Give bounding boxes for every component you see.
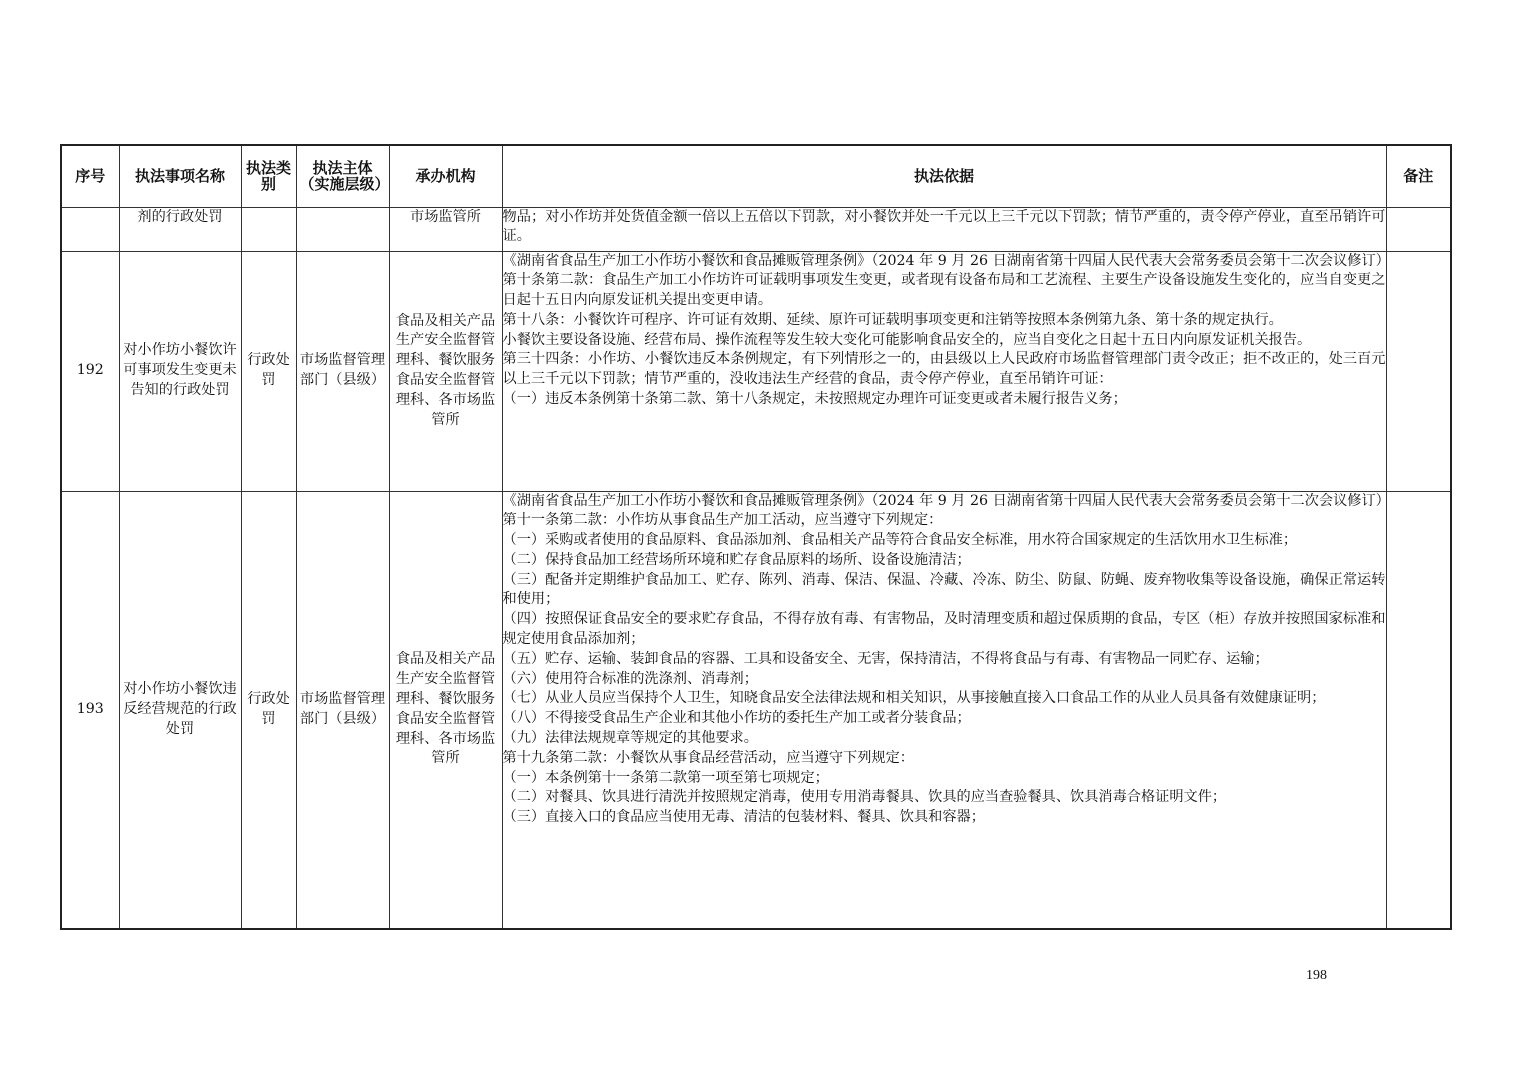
remark-cell (1386, 251, 1451, 491)
basis-paragraph: （四）按照保证食品安全的要求贮存食品，不得存放有毒、有害物品，及时清理变质和超过保质期的食品，专区（柜）存放并按照国家标准和规定使用食品添加剂； (502, 611, 1386, 648)
basis-cell (502, 207, 1386, 251)
basis-paragraph: 《湖南省食品生产加工小作坊小餐饮和食品摊贩管理条例》（2024 年 9 月 26 日湖南省第十四届人民代表大会常务委员会第十二次会议修订） (502, 492, 1390, 509)
header-category: 执法类别 (241, 145, 296, 207)
basis-paragraph: （二）对餐具、饮具进行清洗并按照规定消毒，使用专用消毒餐具、饮具的应当查验餐具、饮具消毒合格证明文件； (502, 789, 1227, 806)
basis-paragraph: （七）从业人员应当保持个人卫生，知晓食品安全法律法规和相关知识，从事接触直接入口食品工作的从业人员具备有效健康证明； (502, 690, 1326, 707)
subject-cell: 市场监督管理部门（县级） (296, 251, 389, 491)
subject-cell: 市场监督管理部门（县级） (296, 491, 389, 929)
basis-paragraph: （九）法律法规规章等规定的其他要求。 (502, 730, 758, 747)
org-cell: 食品及相关产品生产安全监督管理科、餐饮服务食品安全监督管理科、各市场监管所 (389, 491, 502, 929)
table-row (61, 207, 1451, 251)
org-cell: 市场监管所 (389, 207, 502, 251)
org-cell: 食品及相关产品生产安全监督管理科、餐饮服务食品安全监督管理科、各市场监管所 (389, 251, 502, 491)
basis-paragraph: （五）贮存、运输、装卸食品的容器、工具和设备安全、无害，保持清洁，不得将食品与有毒、有害物品一同贮存、运输； (502, 650, 1269, 667)
header-subject: 执法主体（实施层级） (296, 145, 389, 207)
basis-paragraph: （三）配备并定期维护食品加工、贮存、陈列、消毒、保洁、保温、冷藏、冷冻、防尘、防鼠、防蝇、废弃物收集等设备设施，确保正常运转和使用； (502, 571, 1386, 608)
basis-paragraph: 第十八条：小餐饮许可程序、许可证有效期、延续、原许可证载明事项变更和注销等按照本条例第九条、第十条的规定执行。 (502, 311, 1283, 328)
basis-cell (502, 251, 1390, 491)
header-org: 承办机构 (389, 145, 502, 207)
basis-paragraph: 第三十四条：小作坊、小餐饮违反本条例规定，有下列情形之一的，由县级以上人民政府市场监督管理部门责令改正；拒不改正的，处三百元以上三千元以下罚款；情节严重的，没收违法生产经营的食品，责令停产停业，直至吊销许可证： (502, 351, 1386, 388)
seq-cell (61, 207, 119, 251)
basis-paragraph: （二）保持食品加工经营场所环境和贮存食品原料的场所、设备设施清洁； (502, 551, 971, 568)
page-number: 198 (1306, 968, 1327, 983)
remark-cell (1386, 491, 1451, 929)
item-name-cell: 剂的行政处罚 (119, 207, 241, 251)
header-remark: 备注 (1386, 145, 1451, 207)
seq-cell: 192 (61, 251, 119, 491)
category-cell: 行政处罚 (241, 491, 296, 929)
item-name-cell: 对小作坊小餐饮违反经营规范的行政处罚 (119, 491, 241, 929)
header-item-name: 执法事项名称 (119, 145, 241, 207)
header-seq: 序号 (61, 145, 119, 207)
category-cell: 行政处罚 (241, 251, 296, 491)
header-basis: 执法依据 (502, 145, 1386, 207)
basis-cell (502, 491, 1390, 929)
basis-paragraph: 第十条第二款：食品生产加工小作坊许可证载明事项发生变更，或者现有设备布局和工艺流程、主要生产设备设施发生变化的，应当自变更之日起十五日内向原发证机关提出变更申请。 (502, 272, 1386, 309)
subject-cell (296, 207, 389, 251)
basis-paragraph: 第十九条第二款：小餐饮从事食品经营活动，应当遵守下列规定： (502, 749, 914, 766)
table-row (61, 491, 1451, 929)
remark-cell (1386, 207, 1451, 251)
basis-paragraph: 第十一条第二款：小作坊从事食品生产加工活动，应当遵守下列规定： (502, 512, 943, 529)
table-row (61, 251, 1451, 491)
category-cell (241, 207, 296, 251)
enforcement-table (60, 144, 1452, 930)
basis-paragraph: （六）使用符合标准的洗涤剂、消毒剂； (502, 670, 758, 687)
basis-paragraph: 《湖南省食品生产加工小作坊小餐饮和食品摊贩管理条例》（2024 年 9 月 26 日湖南省第十四届人民代表大会常务委员会第十二次会议修订） (502, 252, 1390, 269)
basis-paragraph: （一）本条例第十一条第二款第一项至第七项规定； (502, 769, 829, 786)
basis-paragraph: 物品；对小作坊并处货值金额一倍以上五倍以下罚款，对小餐饮并处一千元以上三千元以下罚款；情节严重的，责令停产停业，直至吊销许可证。 (502, 208, 1386, 245)
basis-paragraph: （一）违反本条例第十条第二款、第十八条规定，未按照规定办理许可证变更或者未履行报告义务； (502, 391, 1127, 408)
basis-paragraph: （八）不得接受食品生产企业和其他小作坊的委托生产加工或者分装食品； (502, 710, 971, 727)
seq-cell: 193 (61, 491, 119, 929)
basis-paragraph: （三）直接入口的食品应当使用无毒、清洁的包装材料、餐具、饮具和容器； (502, 809, 985, 826)
basis-paragraph: 小餐饮主要设备设施、经营布局、操作流程等发生较大变化可能影响食品安全的，应当自变化之日起十五日内向原发证机关报告。 (502, 331, 1312, 348)
header-row (61, 145, 1451, 207)
basis-paragraph: （一）采购或者使用的食品原料、食品添加剂、食品相关产品等符合食品安全标准，用水符合国家规定的生活饮用水卫生标准； (502, 532, 1298, 549)
item-name-cell: 对小作坊小餐饮许可事项发生变更未告知的行政处罚 (119, 251, 241, 491)
